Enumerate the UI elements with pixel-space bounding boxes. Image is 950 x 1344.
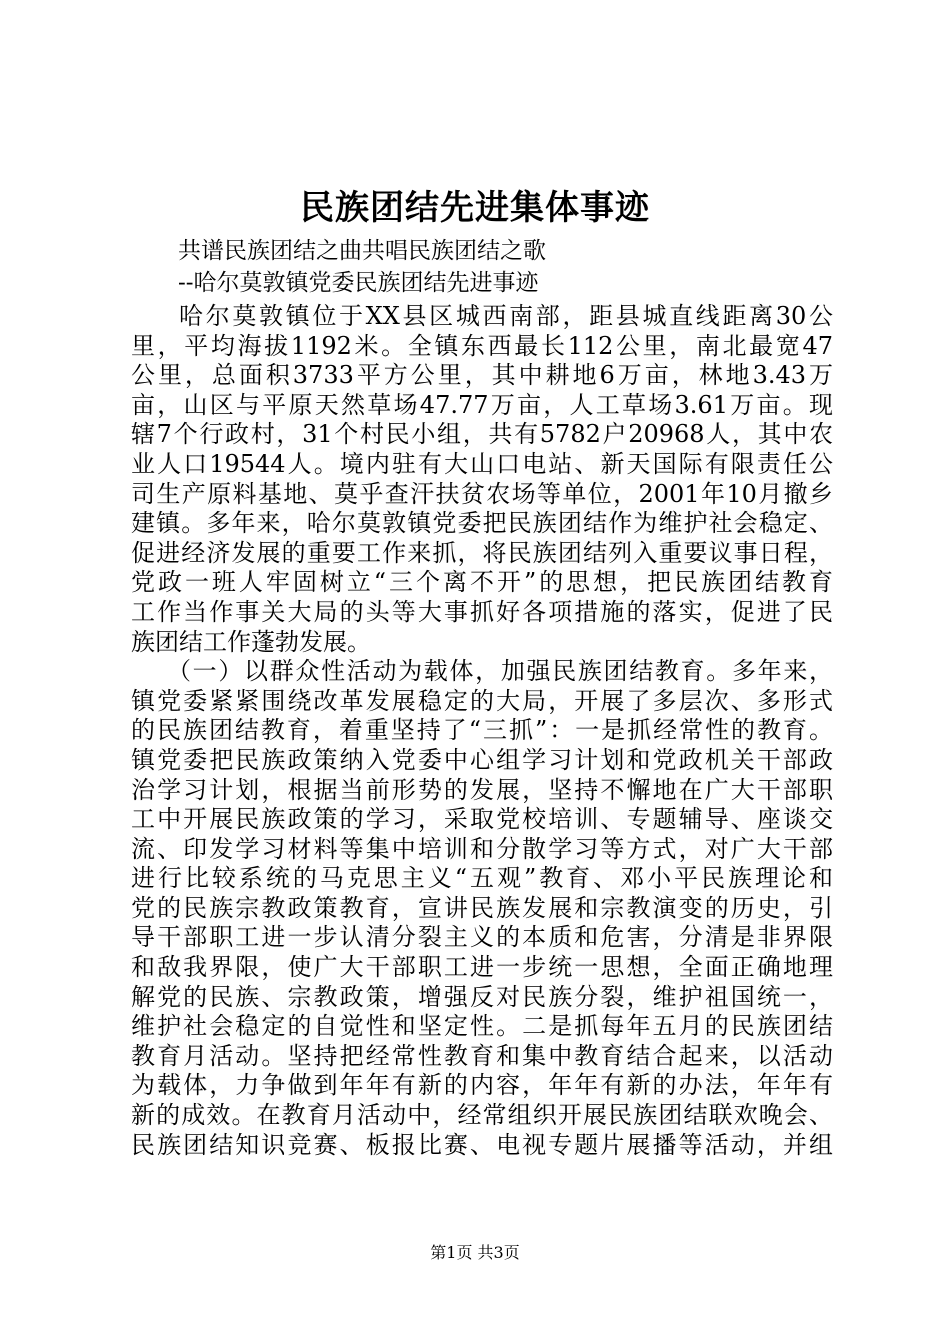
body-line: 里，平均海拔1192米。全镇东西最长112公里，南北最宽47 <box>131 331 833 360</box>
subtitle-line-1: 共谱民族团结之曲共唱民族团结之歌 <box>178 238 546 264</box>
body-line: 哈尔莫敦镇位于XX县区城西南部，距县城直线距离30公 <box>179 302 833 330</box>
body-line: 亩，山区与平原天然草场47.77万亩，人工草场3.61万亩。现 <box>131 390 833 419</box>
body-line: 工中开展民族政策的学习，采取党校培训、专题辅导、座谈交 <box>131 805 833 834</box>
body-line: 进行比较系统的马克思主义“五观”教育、邓小平民族理论和 <box>131 864 833 893</box>
body-line: 党的民族宗教政策教育，宣讲民族发展和宗教演变的历史，引 <box>131 893 833 922</box>
body-text <box>131 302 833 1160</box>
body-line: 族团结工作蓬勃发展。 <box>131 627 371 656</box>
body-line: 镇党委紧紧围绕改革发展稳定的大局，开展了多层次、多形式 <box>131 686 833 715</box>
body-line: 业人口19544人。境内驻有大山口电站、新天国际有限责任公 <box>131 449 833 478</box>
body-line: 民族团结知识竞赛、板报比赛、电视专题片展播等活动，并组 <box>131 1130 833 1159</box>
body-line: 为载体，力争做到年年有新的内容，年年有新的办法，年年有 <box>131 1071 833 1100</box>
document-title: 民族团结先进集体事迹 <box>300 188 650 228</box>
body-line: 工作当作事关大局的头等大事抓好各项措施的落实，促进了民 <box>131 597 833 626</box>
body-line: 教育月活动。坚持把经常性教育和集中教育结合起来，以活动 <box>131 1041 833 1070</box>
body-line: 流、印发学习材料等集中培训和分散学习等方式，对广大干部 <box>131 834 833 863</box>
body-line: 新的成效。在教育月活动中，经常组织开展民族团结联欢晚会、 <box>131 1101 833 1130</box>
page-footer: 第1页 共3页 <box>430 1243 520 1262</box>
body-line: （一）以群众性活动为载体，加强民族团结教育。多年来， <box>167 657 833 686</box>
body-line: 司生产原料基地、莫乎查汗扶贫农场等单位，2001年10月撤乡 <box>131 479 833 508</box>
body-line: 党政一班人牢固树立“三个离不开”的思想，把民族团结教育 <box>131 568 833 597</box>
body-line: 的民族团结教育，着重坚持了“三抓”：一是抓经常性的教育。 <box>131 716 833 745</box>
body-line: 建镇。多年来，哈尔莫敦镇党委把民族团结作为维护社会稳定、 <box>131 509 833 538</box>
body-line: 解党的民族、宗教政策，增强反对民族分裂，维护祖国统一， <box>131 982 833 1011</box>
body-line: 促进经济发展的重要工作来抓，将民族团结列入重要议事日程， <box>131 538 833 567</box>
body-line: 治学习计划，根据当前形势的发展，坚持不懈地在广大干部职 <box>131 775 833 804</box>
body-line: 和敌我界限，使广大干部职工进一步统一思想，全面正确地理 <box>131 953 833 982</box>
body-line: 公里，总面积3733平方公里，其中耕地6万亩，林地3.43万 <box>131 361 833 390</box>
subtitle-line-2: --哈尔莫敦镇党委民族团结先进事迹 <box>178 270 539 296</box>
body-line: 维护社会稳定的自觉性和坚定性。二是抓每年五月的民族团结 <box>131 1012 833 1041</box>
body-line: 镇党委把民族政策纳入党委中心组学习计划和党政机关干部政 <box>131 745 833 774</box>
body-line: 导干部职工进一步认清分裂主义的本质和危害，分清是非界限 <box>131 923 833 952</box>
body-line: 辖7个行政村，31个村民小组，共有5782户20968人，其中农 <box>131 420 833 449</box>
